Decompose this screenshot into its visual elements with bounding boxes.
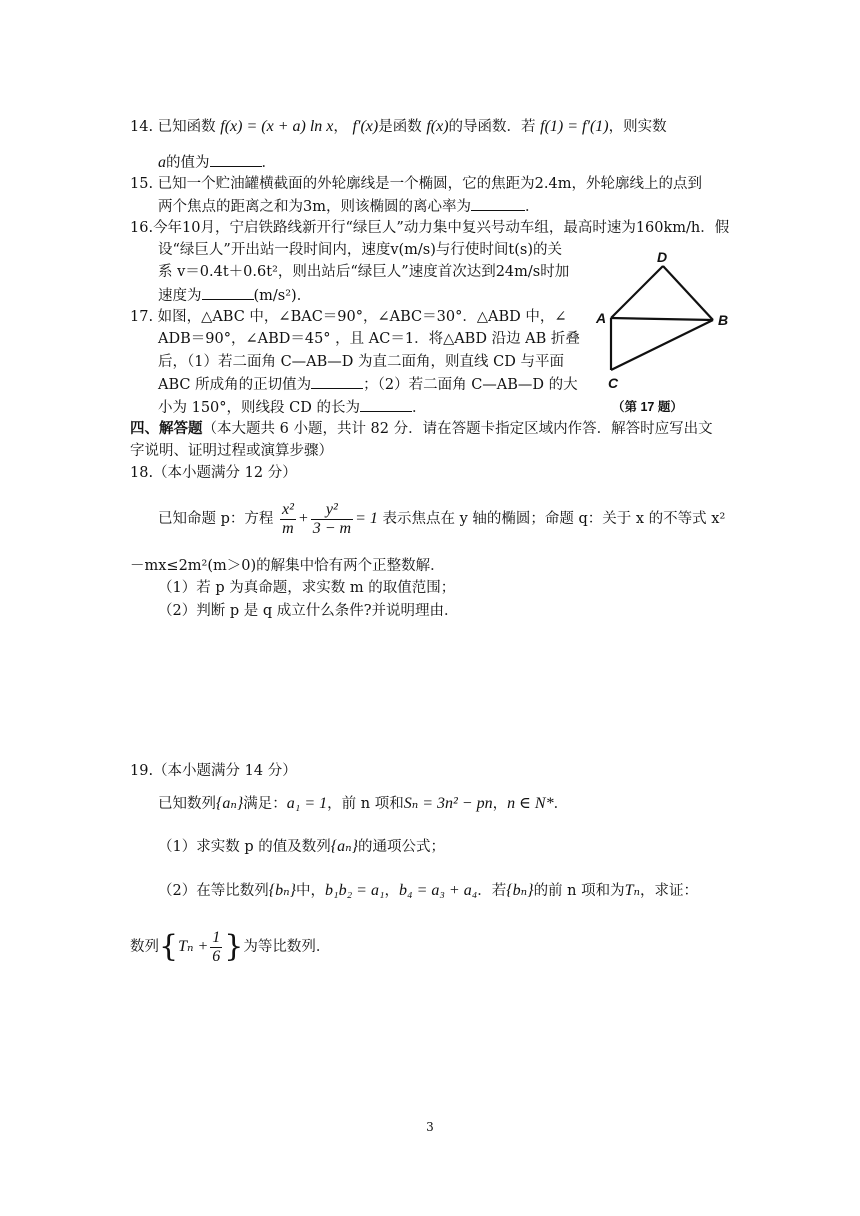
segment-c-b (611, 320, 713, 370)
fraction-one-sixth: $\frac{1}{6}$ (212, 928, 221, 965)
answer-blank (202, 284, 254, 300)
segment-a-d (611, 266, 663, 318)
segment-a-b (611, 318, 713, 320)
segment-d-b (663, 266, 713, 320)
figure-caption: （第 17 题） (612, 400, 683, 414)
q18-line1: 已知命题 p：方程 $\frac{\text{x²}}{m}$ + $\frac{\text{y²}}{3 - m}$ = 1 表示焦点在 y 轴的椭圆；命题 q：关于 x 的不等式 x² (158, 500, 726, 537)
section4-desc2: 字说明、证明过程或演算步骤） (130, 443, 333, 459)
section4-heading: 四、解答题（本大题共 6 小题，共计 82 分．请在答题卡指定区域内作答．解答时应写出文 (130, 420, 713, 437)
q15-number: 15. (130, 176, 154, 192)
answer-blank (471, 195, 525, 211)
q18-line2: －mx≤2m²(m＞0)的解集中恰有两个正整数解． (130, 558, 445, 574)
right-brace: } (224, 929, 244, 964)
q19-header: 19.（本小题满分 14 分） (130, 763, 297, 779)
q18-sub2: （2）判断 p 是 q 成立什么条件?并说明理由． (158, 603, 459, 619)
label-b: B (718, 312, 729, 328)
q17-line2: ADB＝90°，∠ABD＝45° ，且 AC＝1．将△ABD 沿边 AB 折叠 (158, 331, 580, 347)
page-number: 3 (426, 1120, 434, 1134)
q19-sub2: （2）在等比数列{bₙ}中，b₁b₂ = a₁，b₄ = a₃ + a₄．若{bₙ}的前 n 项和为Tₙ，求证： (158, 882, 699, 899)
q17-line4: ABC 所成角的正切值为 ；（2）若二面角 C—AB—D 的大 (158, 373, 578, 396)
fraction-x2-over-m: $\frac{\text{x²}}{m}$ (282, 500, 294, 537)
answer-blank (311, 373, 363, 389)
q18-header: 18.（本小题满分 12 分） (130, 465, 297, 481)
fraction-y2-over-3-m: $\frac{\text{y²}}{3 - m}$ (312, 500, 352, 537)
q14-number: 14. (130, 119, 154, 135)
q14-line1: 14. 已知函数 f(x) = (x + a) ln x， f′(x)是函数 f(x)的导函数．若 f(1) = f′(1)，则实数 (130, 118, 667, 135)
q16-line4: 速度为 (m/s²)． (158, 284, 311, 307)
q14-line2: a的值为 ． (158, 151, 276, 174)
label-c: C (608, 375, 619, 391)
answer-blank (360, 396, 412, 412)
q15-line2: 两个焦点的距离之和为3m，则该椭圆的离心率为 ． (158, 195, 539, 218)
q16-number: 16. (130, 220, 154, 236)
q19-line1: 已知数列{aₙ}满足：a₁ = 1，前 n 项和Sₙ = 3n² − pn，n ∈ N*． (158, 795, 569, 812)
q16-line3: 系 v＝0.4t＋0.6t²，则出站后“绿巨人”速度首次达到24m/s时加 (158, 264, 570, 280)
q16-line2: 设“绿巨人”开出站一段时间内，速度v(m/s)与行使时间t(s)的关 (158, 242, 562, 258)
q19-sub1: （1）求实数 p 的值及数列{aₙ}的通项公式； (158, 838, 446, 855)
label-d: D (657, 249, 668, 265)
q15-line1: 15. 已知一个贮油罐横截面的外轮廓线是一个椭圆，它的焦距为2.4m，外轮廓线上的点到 (130, 176, 702, 192)
q17-line1: 17. 如图，△ABC 中，∠BAC＝90°，∠ABC＝30°．△ABD 中，∠ (130, 309, 567, 325)
q17-number: 17. (130, 309, 154, 325)
q17-line5: 小为 150°，则线段 CD 的长为 ． (158, 396, 426, 419)
label-a: A (596, 310, 607, 326)
q19-line3: 数列{Tₙ + $\frac{1}{6}$ }为等比数列． (130, 928, 331, 965)
left-brace: { (159, 929, 179, 964)
answer-blank (210, 151, 262, 167)
section4-title: 四、解答题 (130, 420, 203, 437)
q17-figure (592, 248, 742, 418)
q17-line3: 后，（1）若二面角 C—AB—D 为直二面角，则直线 CD 与平面 (158, 354, 564, 370)
q18-sub1: （1）若 p 为真命题，求实数 m 的取值范围； (158, 580, 456, 596)
q16-line1: 16.今年10月，宁启铁路线新开行“绿巨人”动力集中复兴号动车组，最高时速为160km/h．假 (130, 220, 730, 236)
